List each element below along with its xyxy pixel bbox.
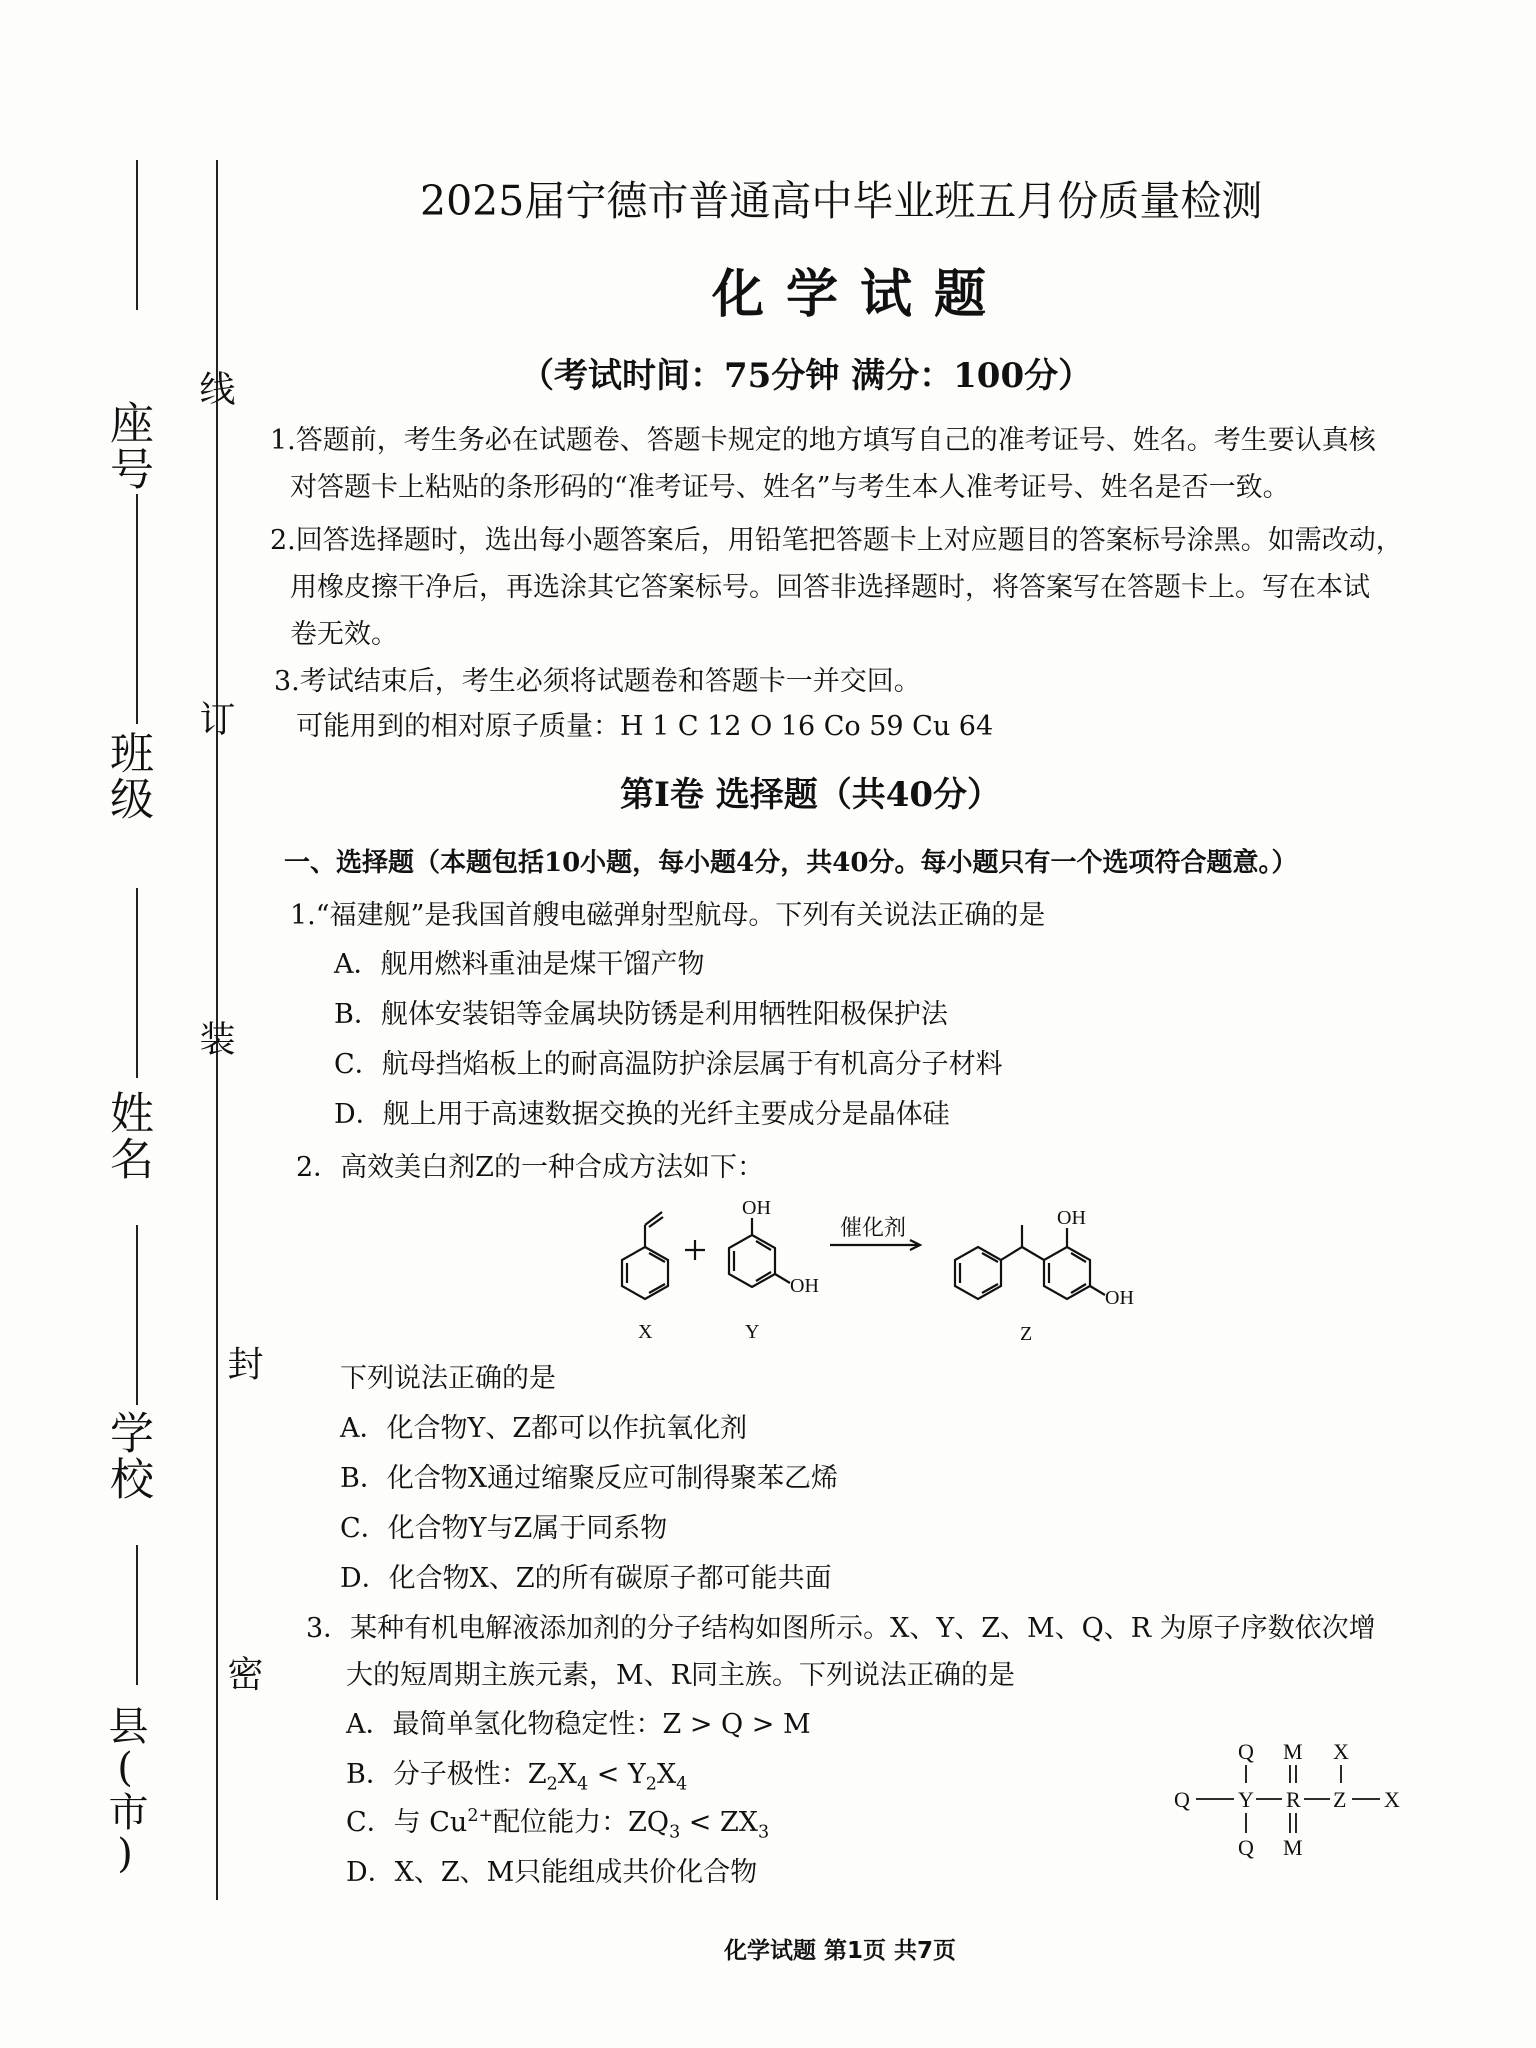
instruction-line: 1.答题前，考生务必在试题卷、答题卡规定的地方填写自己的准考证号、姓名。考生要认真核 bbox=[270, 425, 1376, 456]
instruction-line: 2.回答选择题时，选出每小题答案后，用铅笔把答题卡上对应题目的答案标号涂黑。如需改动， bbox=[270, 525, 1403, 556]
q2-option-b: B．化合物X通过缩聚反应可制得聚苯乙烯 bbox=[340, 1463, 839, 1494]
fill-line bbox=[136, 494, 138, 724]
label-class: 班级 bbox=[102, 730, 153, 822]
label-z: Z bbox=[1020, 1323, 1033, 1345]
atom-z: Z bbox=[1333, 1787, 1347, 1812]
atomic-masses: 可能用到的相对原子质量：H 1 C 12 O 16 Co 59 Cu 64 bbox=[296, 711, 994, 742]
label-county: 县(市) bbox=[102, 1705, 148, 1877]
q1-option-d: D．舰上用于高速数据交换的光纤主要成分是晶体硅 bbox=[334, 1099, 950, 1130]
q2-reaction-scheme bbox=[590, 1190, 1170, 1355]
atom-m: M bbox=[1283, 1835, 1303, 1860]
label-name: 姓名 bbox=[102, 1090, 153, 1182]
q3-option-b: B．分子极性：$Z_2X_4 < Y_2X_4$ bbox=[346, 1759, 688, 1795]
q2-stem: 2．高效美白剂Z的一种合成方法如下： bbox=[296, 1152, 764, 1183]
section-heading: 第Ⅰ卷 选择题（共40分） bbox=[620, 775, 1002, 815]
oh-label: OH bbox=[790, 1275, 819, 1297]
fill-line bbox=[136, 888, 138, 1078]
q1-option-b: B．舰体安装铝等金属块防锈是利用牺牲阳极保护法 bbox=[334, 999, 948, 1030]
mark-feng: 封 bbox=[222, 1345, 263, 1381]
atom-y: Y bbox=[1238, 1787, 1254, 1812]
page-footer: 化学试题 第1页 共7页 bbox=[724, 1938, 957, 1964]
part-title: 一、选择题（本题包括10小题，每小题4分，共40分。每小题只有一个选项符合题意。） bbox=[284, 848, 1298, 878]
oh-label: OH bbox=[742, 1197, 771, 1219]
label-school: 学校 bbox=[102, 1410, 153, 1502]
mark-xian: 线 bbox=[194, 370, 235, 406]
instruction-line: 对答题卡上粘贴的条形码的“准考证号、姓名”与考生本人准考证号、姓名是否一致。 bbox=[290, 472, 1290, 503]
q2-prompt: 下列说法正确的是 bbox=[340, 1363, 556, 1394]
label-x: X bbox=[638, 1321, 653, 1343]
q1-option-c: C．航母挡焰板上的耐高温防护涂层属于有机高分子材料 bbox=[334, 1049, 1003, 1080]
oh-label: OH bbox=[1105, 1287, 1134, 1309]
exam-title: 2025届宁德市普通高中毕业班五月份质量检测 bbox=[420, 177, 1263, 225]
q1-stem: 1.“福建舰”是我国首艘电磁弹射型航母。下列有关说法正确的是 bbox=[290, 900, 1046, 931]
atom-m: M bbox=[1283, 1739, 1303, 1764]
label-y: Y bbox=[745, 1321, 760, 1343]
atom-x: X bbox=[1333, 1739, 1349, 1764]
label-seat-number: 座号 bbox=[102, 400, 153, 492]
time-info: （考试时间：75分钟 满分：100分） bbox=[520, 356, 1093, 396]
q2-option-d: D．化合物X、Z的所有碳原子都可能共面 bbox=[340, 1563, 832, 1594]
q3-stem-line1: 3．某种有机电解液添加剂的分子结构如图所示。X、Y、Z、M、Q、R 为原子序数依次增 bbox=[306, 1613, 1376, 1644]
q2-option-c: C．化合物Y与Z属于同系物 bbox=[340, 1513, 668, 1544]
q3-option-c: C．与 $Cu^{2+}$配位能力：$ZQ_3 < ZX_3$ bbox=[346, 1806, 770, 1843]
q1-option-a: A．舰用燃料重油是煤干馏产物 bbox=[334, 949, 705, 980]
catalyst-label: 催化剂 bbox=[840, 1215, 907, 1240]
q3-stem-line2: 大的短周期主族元素，M、R同主族。下列说法正确的是 bbox=[346, 1660, 1015, 1691]
instruction-line: 卷无效。 bbox=[290, 619, 398, 650]
atom-q: Q bbox=[1238, 1739, 1254, 1764]
atom-x: X bbox=[1384, 1787, 1400, 1812]
oh-label: OH bbox=[1057, 1207, 1086, 1229]
instruction-line: 3.考试结束后，考生必须将试题卷和答题卡一并交回。 bbox=[274, 666, 921, 697]
q3-option-a: A．最简单氢化物稳定性：Z > Q > M bbox=[346, 1709, 811, 1740]
fill-line bbox=[136, 1225, 138, 1405]
atom-q: Q bbox=[1238, 1835, 1254, 1860]
instruction-line: 用橡皮擦干净后，再选涂其它答案标号。回答非选择题时，将答案写在答题卡上。写在本试 bbox=[290, 572, 1370, 603]
atom-q: Q bbox=[1174, 1787, 1190, 1812]
atom-r: R bbox=[1286, 1787, 1301, 1812]
fill-line bbox=[136, 1545, 138, 1685]
q3-option-d: D．X、Z、M只能组成共价化合物 bbox=[346, 1857, 758, 1888]
q2-option-a: A．化合物Y、Z都可以作抗氧化剂 bbox=[340, 1413, 748, 1444]
fill-line bbox=[136, 160, 138, 310]
mark-ding: 订 bbox=[194, 700, 235, 736]
q3-molecular-structure bbox=[1170, 1735, 1410, 1865]
subject-title: 化学试题 bbox=[712, 264, 1009, 325]
mark-mi: 密 bbox=[222, 1655, 263, 1691]
mark-zhuang: 装 bbox=[194, 1020, 235, 1056]
